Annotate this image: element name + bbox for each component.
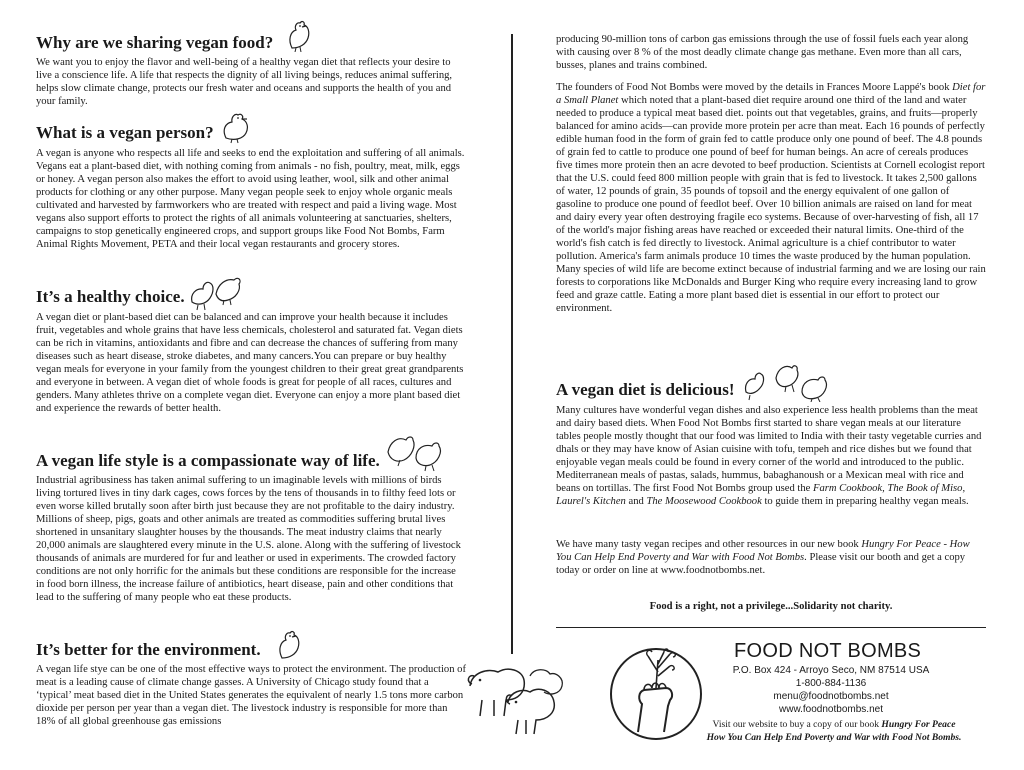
- heading-compassionate-life: A vegan life style is a compassionate way of life.: [36, 451, 380, 470]
- column-divider: [511, 34, 513, 654]
- mailing-address: P.O. Box 424 - Arroyo Seco, NM 87514 USA: [732, 665, 930, 676]
- chicken-icon: [284, 18, 314, 52]
- book-title: The Moosewood Cookbook: [646, 496, 762, 507]
- birds-icon: [386, 430, 444, 472]
- tagline: Food is a right, not a privilege...Solidarity not charity.: [649, 601, 893, 612]
- new-book-text: [556, 538, 986, 577]
- text-span: to guide them in preparing healthy vegan meals.: [761, 496, 969, 507]
- phone-number: 1-800-884-1136: [795, 678, 867, 689]
- birds-icon: [188, 272, 242, 312]
- text-span: We have many tasty vegan recipes and other resources in our new book: [556, 539, 862, 550]
- book-title: Diet for a Small Planet: [556, 82, 986, 106]
- heading-healthy-choice: It’s a healthy choice.: [36, 287, 185, 306]
- healthy-choice-text: A vegan diet or plant-based diet can be balanced and can improve your health because it includes fruit, vegetables and whole grains that have less chemicals, cholesterol and saturated fat. Vegan diets can be rich in vitamins, antioxidants and fibre and can decrease the chances of suffering from many diseases such as heart disease, stroke diabetes, and many cancers.You can prepare or buy healthy vegan meals for everyone in your family from the youngest children to their great great grandparents and everyone in between. A vegan diet of whole foods is great for people of all races, cultures and genders. Many athletes thrive on a complete vegan diet. Everyone can enjoy a more plant based diet and experience the rewards of better health.: [36, 312, 464, 414]
- heading-environment: It’s better for the environment.: [36, 640, 261, 659]
- book-title: Hungry For Peace - How You Can Help End Poverty and War with Food Not Bombs: [556, 539, 970, 563]
- horizontal-rule: [556, 627, 986, 628]
- heading-what-is-vegan: What is a vegan person?: [36, 123, 214, 142]
- diet-small-planet-text: [556, 81, 986, 315]
- environment-text: A vegan life stye can be one of the most effective ways to protect the environment. The production of meat is a leading cause of climate change gasses. A University of Chicago study found that a ‘typical’ meat based diet in the United States generates the equivalent of nearly 1.5 tons more carbon dioxide per person per year than a vegan diet. The livestock industry is responsible for more than 18% of all global greenhouse gas emissions: [36, 664, 466, 727]
- environment-continued-text: producing 90-million tons of carbon gas emissions through the use of fossil fuels each year along with causing over 8 % of the most deadly climate change gas methane. Even more than all cars, busses, planes and trains combined.: [556, 34, 969, 71]
- visit-website-note: [676, 719, 992, 744]
- text-span: The founders of Food Not Bombs were moved by the details in Frances Moore Lappé's book: [556, 82, 953, 93]
- heading-why-vegan: Why are we sharing vegan food?: [36, 33, 274, 52]
- book-title: Hungry For Peace: [881, 719, 956, 730]
- why-vegan-text: We want you to enjoy the flavor and well-being of a healthy vegan diet that reflects your desire to live a conscience life. A life that respects the dignity of all living beings, reduces animal suffering, helps slow climate change, protects our fresh water and oceans and supports the health of you and your family.: [36, 57, 453, 107]
- chicken-icon: [220, 110, 252, 144]
- text-span: which noted that a plant-based diet require around one third of the land and water needed to produce a typical meat based diet. points out that vegetables, grains, and fruits—properly balanced for amino acids—can provide more protein per acre than meat. Each 16 pounds of perfectly edible human food in the form of grain fed to cattle produce only one pound of beef. The 4.8 pounds of grain fed to cattle to produce one pound of beef for human beings. An acre of cereals produces five times more protein then an acre devoted to beef production. Scientists at Cornell ecologist report that the U.S. could feed 800 million people with grain that is fed to livestock. It takes 2,500 gallons of water, 12 pounds of grain, 35 pounds of topsoil and the energy equivalent of one gallon of gasoline to produce one pound of feedlot beef. Over 10 billion animals are raised on land for meat and dairy every year often destroying fragile eco systems. Because of over-harvesting of fish, all 17 of the world's major fishing areas have reached or exceeded their natural limits. One-third of the world's fish catch is fed directly to livestock. Animal agriculture is a chief contributor to water pollution. America's farm animals produce 10 times the waste produced by the human population. Many species of wild life are become extinct because of industrial farming and we are losing our rain forests to corporations like McDonalds and Burger King who require every increasing land to grow feed and graze cattle. Eating a more plant based diet is essential in our effort to protect our environment.: [556, 95, 986, 314]
- chickens-icon: [742, 358, 838, 402]
- email-address: menu@foodnotbombs.net: [773, 691, 889, 702]
- text-span: and: [625, 496, 647, 507]
- delicious-text: [556, 404, 986, 508]
- org-name: FOOD NOT BOMBS: [734, 640, 922, 662]
- text-span: Visit our website to buy a copy of our book: [712, 719, 882, 730]
- text-span: Many cultures have wonderful vegan dishes and also experience less health problems than the meat and dairy based diets. When Food Not Bombs first started to share vegan meals at our literature tables people mostly thought that our food was limited to India with their tasty vegetable curries and dhals or they may have know of Asian cuisine with tofu, tempeh and rice dishes but we found that enjoyable vegan meals could be found in every corner of the world and introduced to the public. Mediterranean meals of pastas, salads, hummus, babaghanoush or a Mexican meal with rice and beans on tortillas. The first Food Not Bombs group used the: [556, 405, 982, 494]
- website-link: www.foodnotbombs.net: [779, 704, 883, 715]
- book-subtitle: How You Can Help End Poverty and War with Food Not Bombs.: [706, 731, 962, 743]
- chicken-icon: [274, 628, 304, 662]
- compassionate-life-text: Industrial agribusiness has taken animal suffering to un imaginable levels with millions of birds living tortured lives in tiny dark cages, cows forces by the tens of thousands in to filthy feed lots or even worse killed brutally soon after birth just because they are not profitable to the dairy industry. Millions of sheep, pigs, goats and other animals are treated as commodities suffering brutal lives shortened in unsanitary slaughter houses by the thousands. The meat industry claims that nearly 20,000 animals are slaughtered every minute in the U.S. alone. Along with the suffering of livestock thousands of animals are murdered for fur and leather or used in experiments. The crowded factory conditions are not only horrific for the animals but these conditions are responsible for the increase in food born illness, the increase failure of antibiotics, heart disease, pain and other conditions that lead to the suffering of many people who eat these products.: [36, 475, 461, 603]
- book-title: Farm Cookbook, The Book of Miso, Laurel's Kitchen: [556, 483, 966, 507]
- farm-animals-icon: [464, 646, 570, 738]
- what-is-vegan-text: A vegan is anyone who respects all life and seeks to end the exploitation and suffering of all animals. Vegans eat a plant-based diet, with nothing coming from animals - no fish, poultry, meat, milk, eggs or honey. A vegan person also makes the effort to avoid using leather, wool, silk and other animal products for clothing or any other purpose. Many vegan people seek to enjoy whole organic meals cultivated and harvested by farmworkers who are treated with respect and paid a living wage. Most vegans also support efforts to protect the rights of all animals volunteering at sanctuaries, shelters, campaigns to stop genetically engineered crops, and support groups like Food Not Bombs, Farm Animal Rights Movement, PETA and their local vegan restaurants and grocery stores.: [36, 148, 465, 250]
- heading-delicious: A vegan diet is delicious!: [556, 380, 735, 399]
- text-span: . Please visit our booth and get a copy today or order on line at www.foodnotbombs.net.: [556, 552, 966, 576]
